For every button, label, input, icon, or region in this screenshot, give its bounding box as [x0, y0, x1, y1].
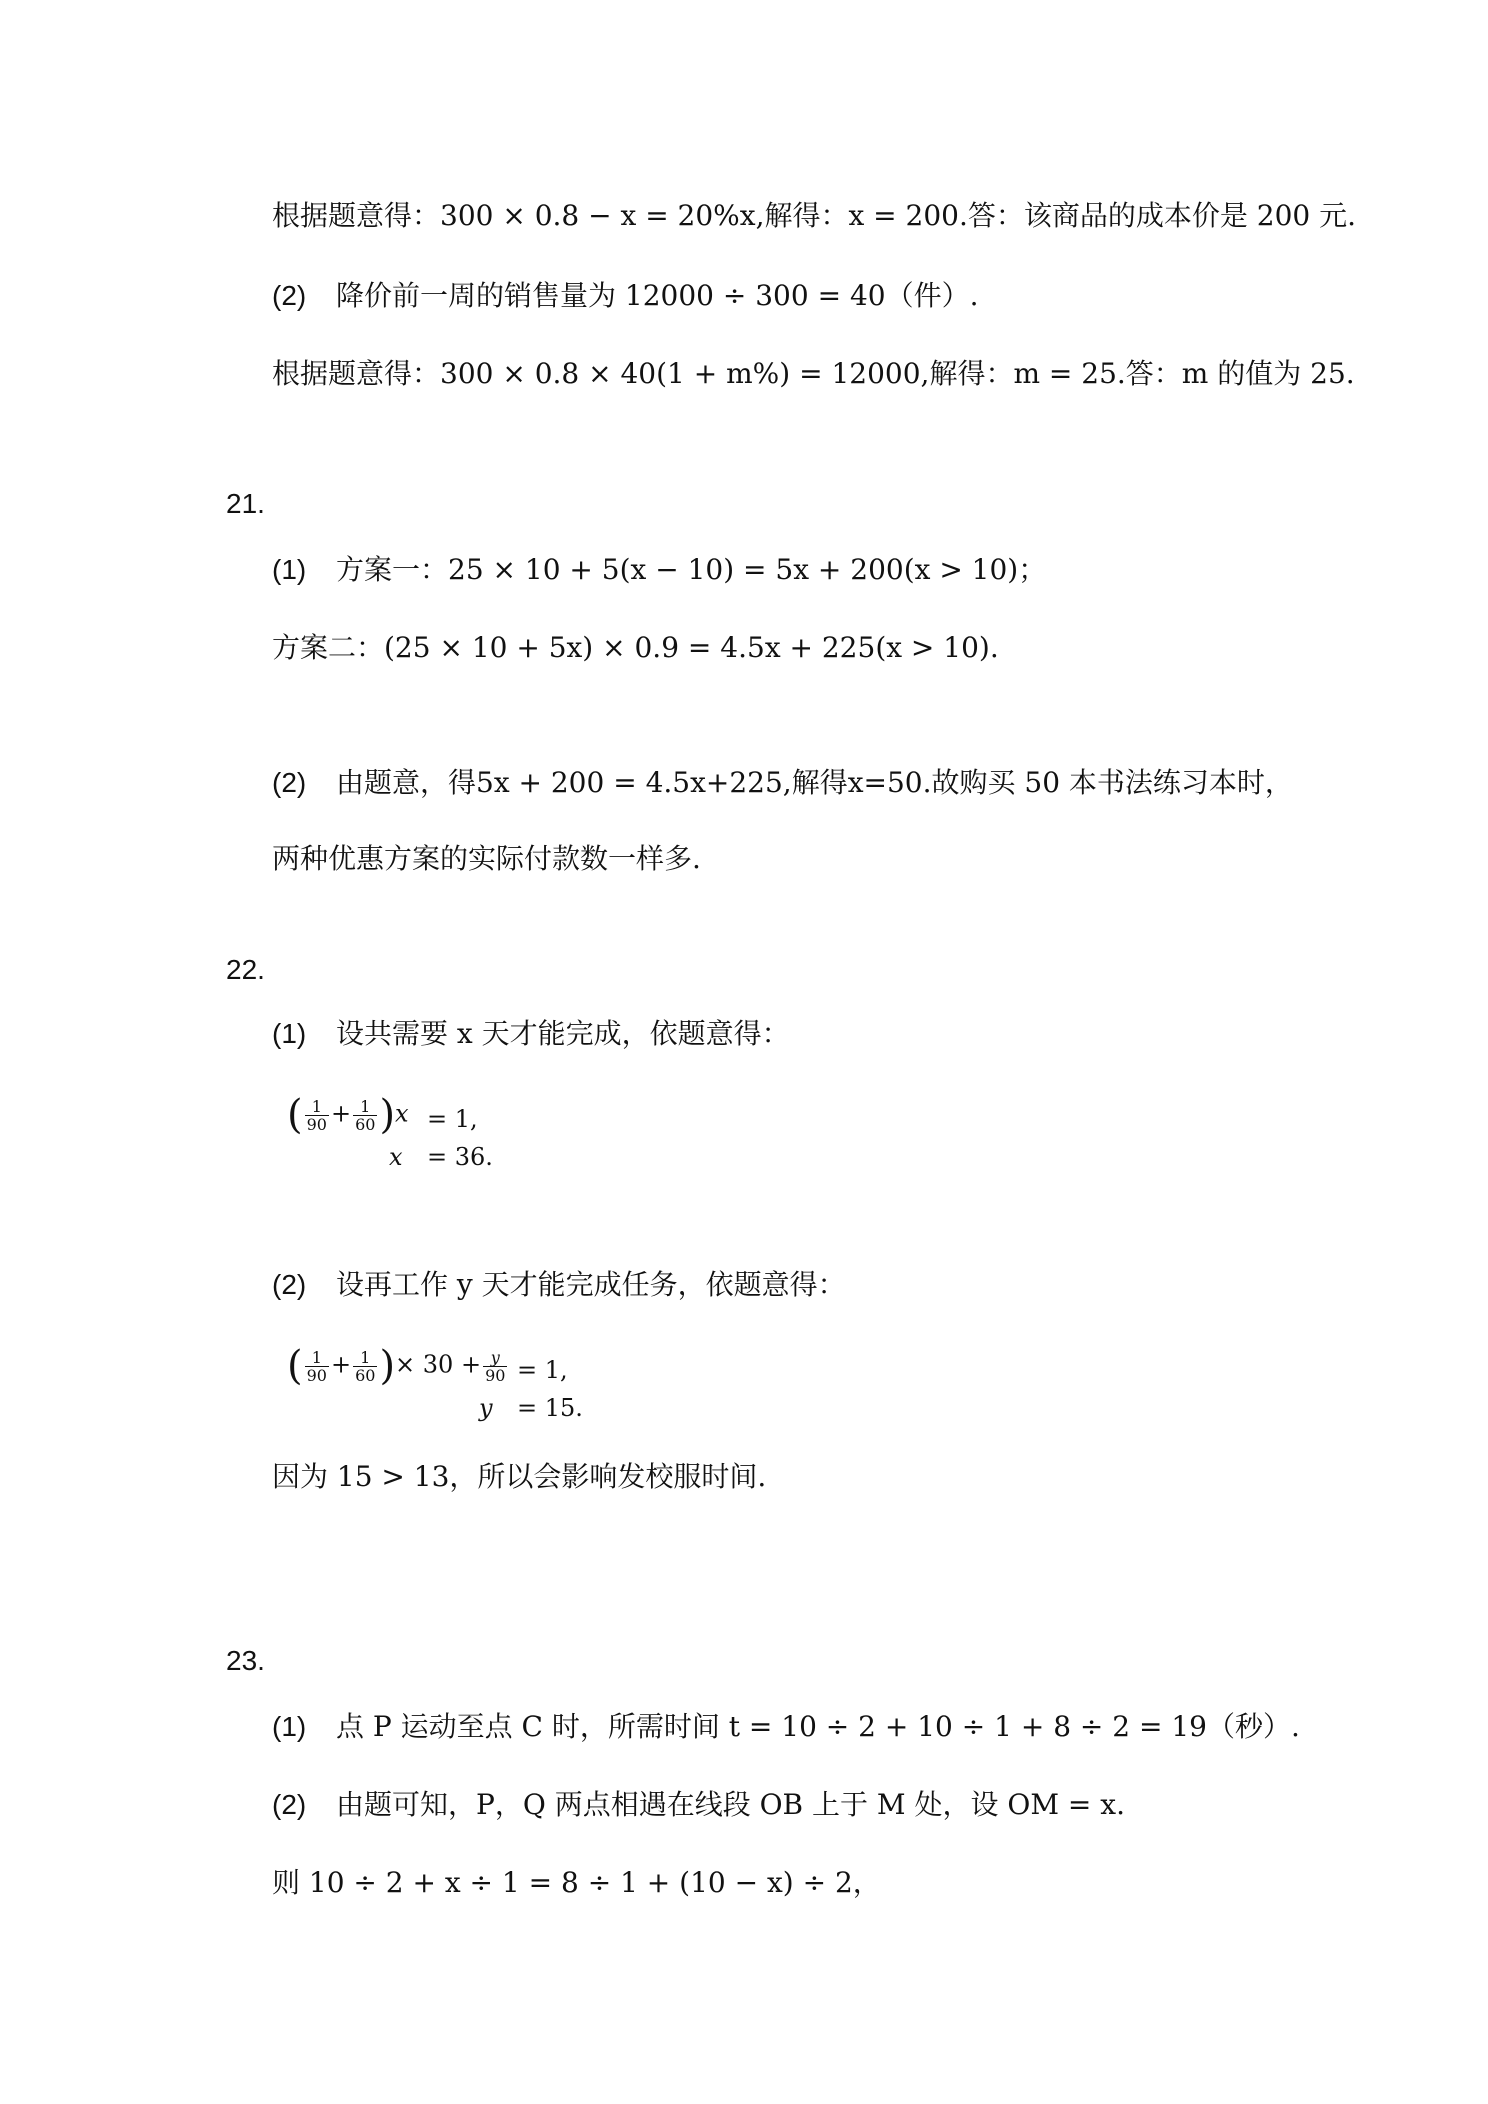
- text-line: [272, 357, 1355, 391]
- line-text: 根据题意得：300 × 0.8 − x = 20%x,解得：x = 200.答：该商品的成本价是 200 元.: [272, 199, 1357, 232]
- equation-block: ( $\frac{1}{90}$ + $\frac{1}{60}$ )× 30 + $\frac{y}{90}$ = 1, y = 15.: [287, 1343, 583, 1422]
- line-text: 则 10 ÷ 2 + x ÷ 1 = 8 ÷ 1 + (10 − x) ÷ 2，: [272, 1866, 881, 1899]
- equation-block: ( $\frac{1}{90}$ + $\frac{1}{60}$ )x = 1, x = 36.: [287, 1092, 493, 1171]
- equation-rhs: = 36.: [427, 1143, 493, 1171]
- fraction: $\frac{1}{60}$: [355, 1096, 376, 1134]
- line-text: 因为 15 > 13，所以会影响发校服时间.: [272, 1460, 767, 1493]
- fraction: $\frac{1}{90}$: [306, 1347, 327, 1385]
- line-text: 由题意，得5x + 200 = 4.5x+225,解得x=50.故购买 50 本书法练习本时，: [336, 766, 1293, 799]
- operator: +: [330, 1099, 352, 1128]
- equation-rhs: = 1,: [517, 1356, 568, 1384]
- part-number: (2): [272, 280, 307, 311]
- text-line: [272, 1788, 1125, 1822]
- text-line: [272, 199, 1356, 233]
- line-text: 设再工作 y 天才能完成任务，依题意得：: [336, 1268, 846, 1301]
- question-number: 22.: [226, 954, 265, 985]
- text-line: [272, 279, 978, 313]
- line-text: 方案一：25 × 10 + 5(x − 10) = 5x + 200(x > 10)；: [336, 553, 1047, 586]
- part-number: (1): [272, 554, 307, 585]
- line-text: 根据题意得：300 × 0.8 × 40(1 + m%) = 12000,解得：m = 25.答：m 的值为 25.: [272, 357, 1355, 390]
- text-line: [272, 1017, 790, 1051]
- variable: y: [479, 1394, 493, 1422]
- text-line: [272, 1710, 1300, 1744]
- line-text: 设共需要 x 天才能完成，依题意得：: [336, 1017, 790, 1050]
- text-line: [272, 1460, 766, 1494]
- text-line: [272, 1268, 846, 1302]
- line-text: 由题可知，P，Q 两点相遇在线段 OB 上于 M 处，设 OM = x.: [336, 1788, 1125, 1821]
- line-text: 方案二：(25 × 10 + 5x) × 0.9 = 4.5x + 225(x > 10).: [272, 631, 999, 664]
- line-text: 点 P 运动至点 C 时，所需时间 t = 10 ÷ 2 + 10 ÷ 1 + 8 ÷ 2 = 19（秒）.: [336, 1710, 1300, 1743]
- part-number: (2): [272, 1789, 307, 1820]
- part-number: (1): [272, 1018, 307, 1049]
- operator: × 30 +: [395, 1350, 482, 1379]
- text-line: [272, 842, 701, 876]
- fraction: $\frac{1}{60}$: [355, 1347, 376, 1385]
- text-line: [272, 766, 1293, 800]
- fraction: $\frac{1}{90}$: [306, 1096, 327, 1134]
- variable: x: [389, 1143, 403, 1171]
- line-text: 两种优惠方案的实际付款数一样多.: [272, 842, 701, 875]
- question-number: 23.: [226, 1645, 265, 1676]
- equation-rhs: = 15.: [517, 1394, 583, 1422]
- text-line: [272, 1866, 881, 1900]
- line-text: 降价前一周的销售量为 12000 ÷ 300 = 40（件）.: [336, 279, 979, 312]
- question-number: 21.: [226, 488, 265, 519]
- text-line: [272, 631, 999, 665]
- part-number: (2): [272, 767, 307, 798]
- part-number: (1): [272, 1711, 307, 1742]
- operator: +: [330, 1350, 352, 1379]
- text-line: [272, 553, 1046, 587]
- part-number: (2): [272, 1269, 307, 1300]
- equation-rhs: = 1,: [427, 1105, 478, 1133]
- fraction: $\frac{y}{90}$: [485, 1347, 506, 1385]
- variable: x: [395, 1099, 409, 1128]
